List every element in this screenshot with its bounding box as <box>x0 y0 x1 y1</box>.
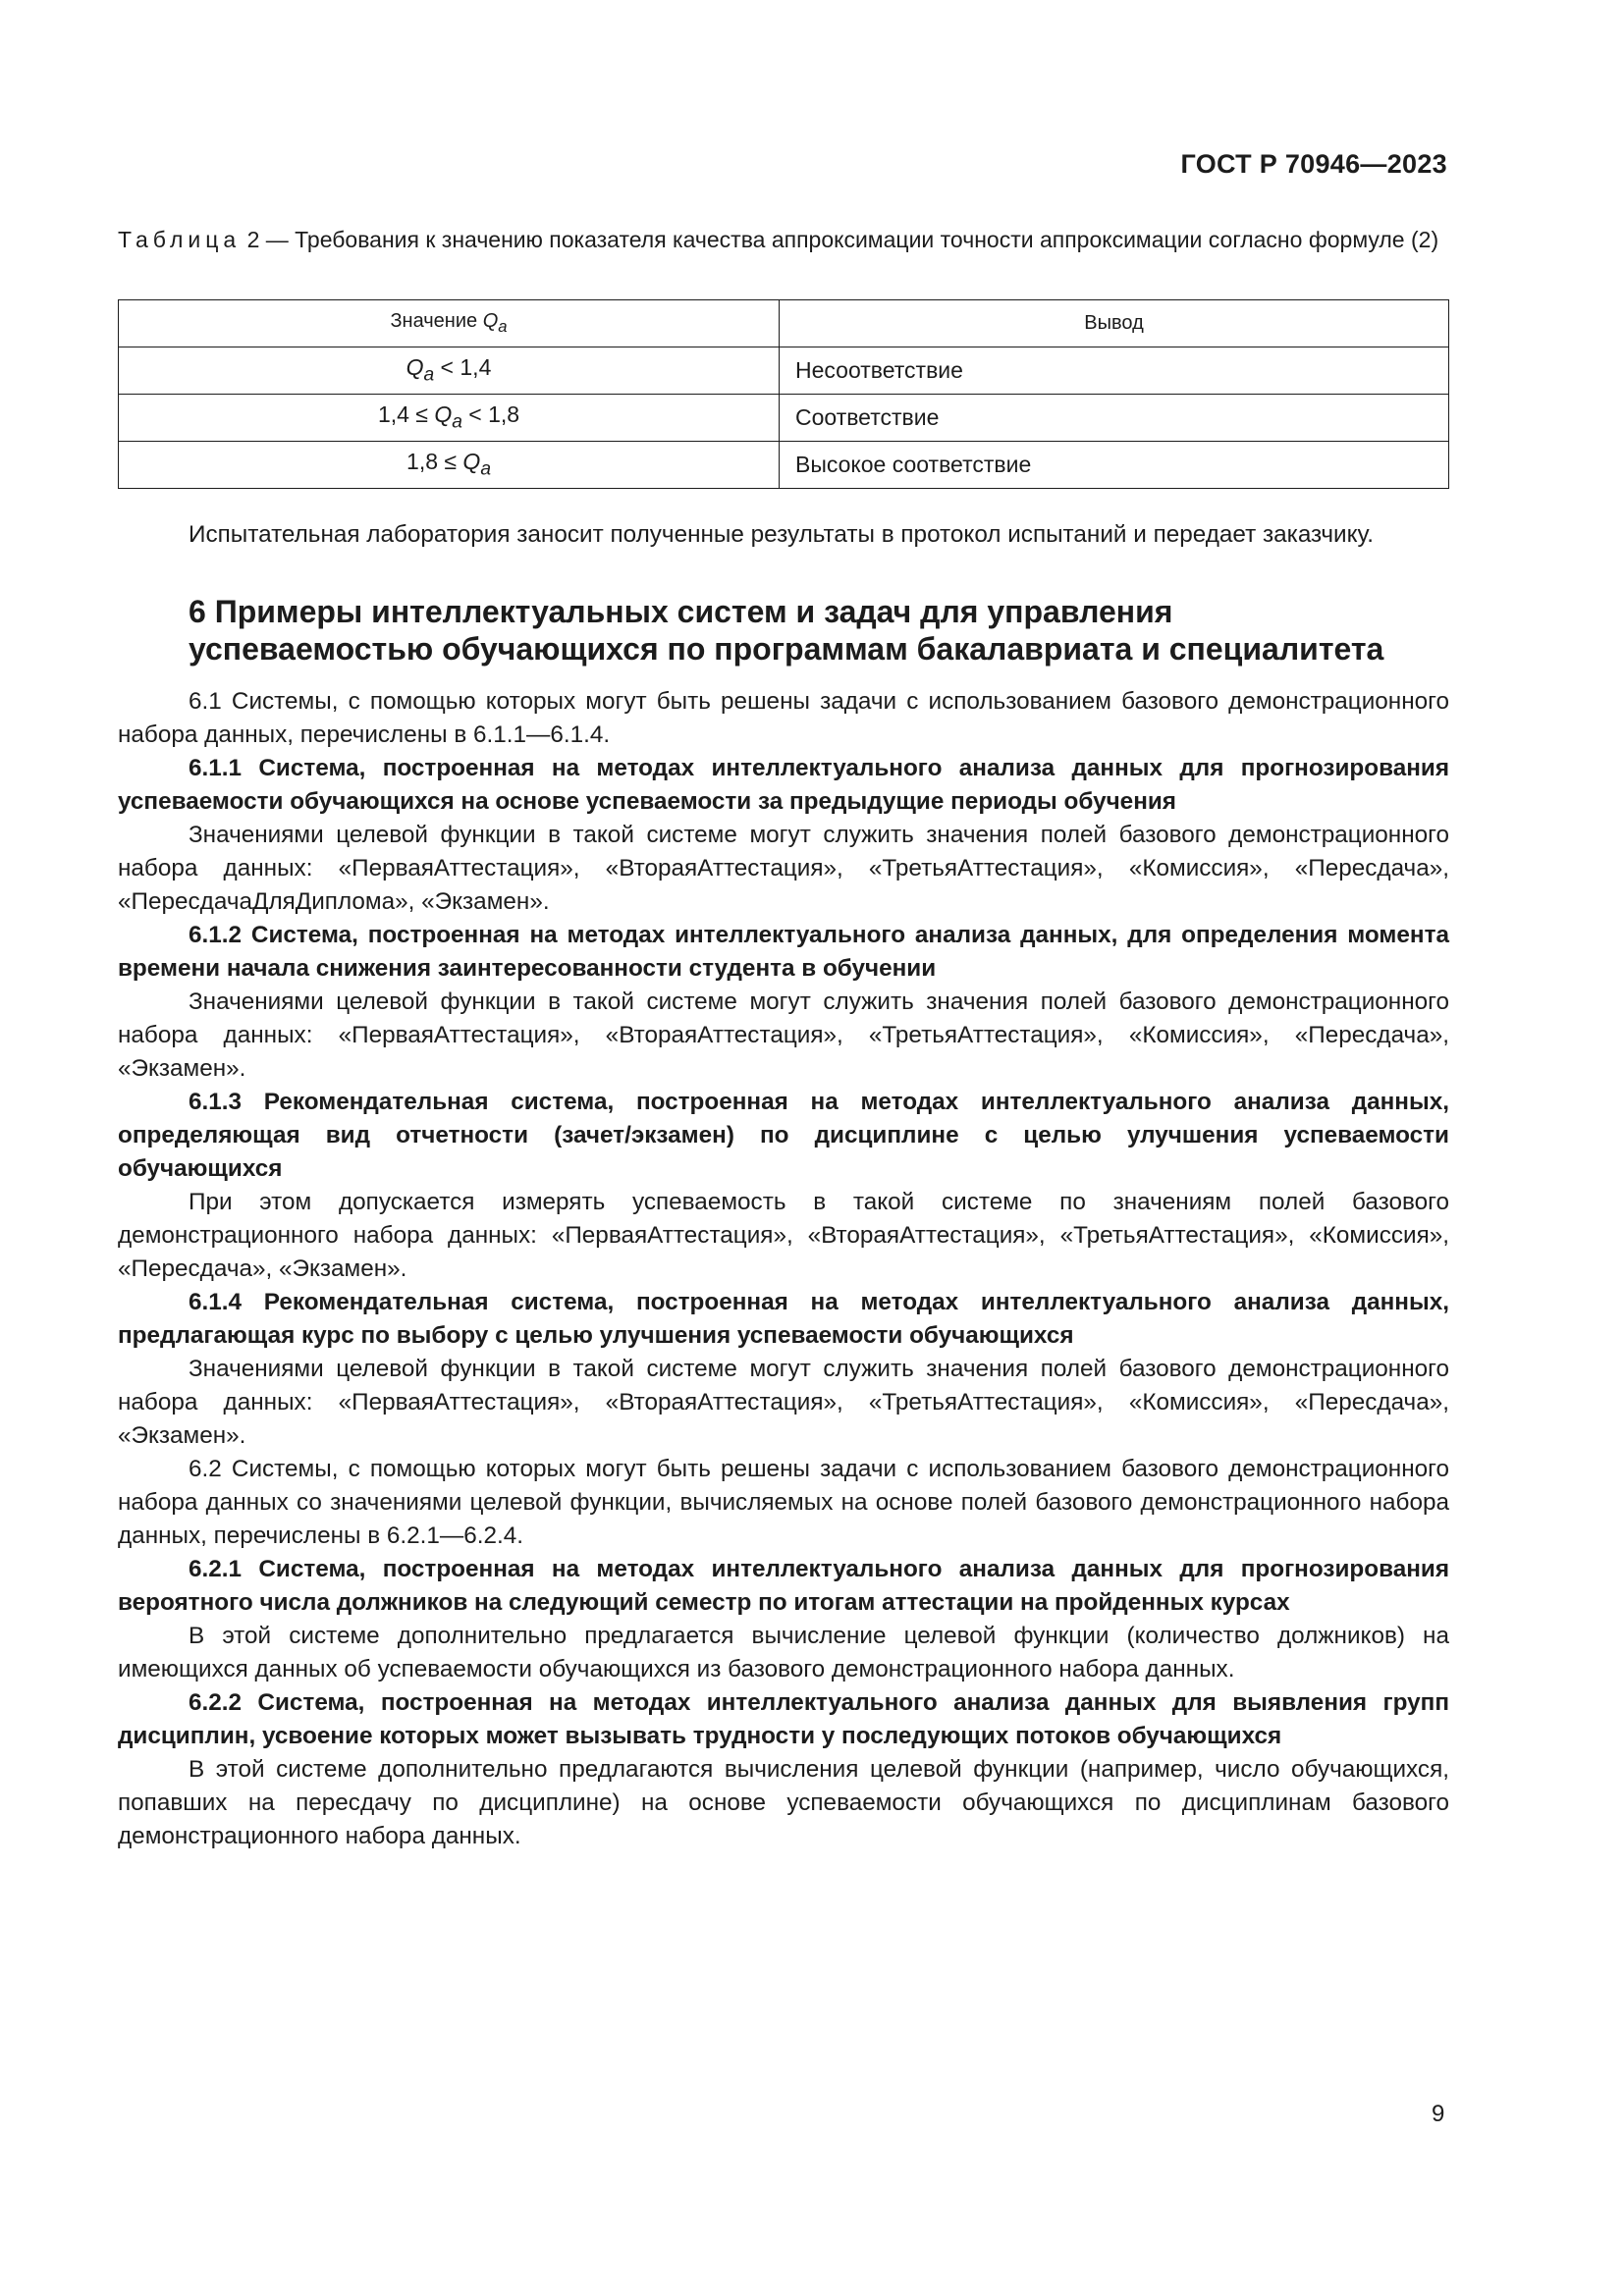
table-header-row <box>119 300 1449 347</box>
heading-6-1-1: 6.1.1 Система, построенная на методах интеллектуального анализа данных для прогнозирования успеваемости обучающихся на основе успеваемости за предыдущие периоды обучения <box>118 755 1449 815</box>
table-header-output: Вывод <box>780 300 1449 347</box>
document-id-header: ГОСТ Р 70946—2023 <box>1180 149 1447 179</box>
paragraph-6-1: 6.1 Системы, с помощью которых могут быть решены задачи с использованием базового демонстрационного набора данных, перечислены в 6.1.1—6.1.4. <box>118 688 1449 748</box>
table-cell-value: $Q_a < 1,4$ <box>119 347 780 395</box>
document-body <box>118 518 1449 1853</box>
table-caption-text: 2 — Требования к значению показателя качества аппроксимации точности аппроксимации согласно формуле (2) <box>241 227 1439 252</box>
heading-6-1-4: 6.1.4 Рекомендательная система, построенная на методах интеллектуального анализа данных, предлагающая курс по выбору с целью улучшения успеваемости обучающихся <box>118 1289 1449 1349</box>
paragraph-6-1-3: При этом допускается измерять успеваемость в такой системе по значениям полей базового демонстрационного набора данных: «ПерваяАттестация», «ВтораяАттестация», «ТретьяАттестация», «Комиссия», «Пересдача», «Экзамен». <box>118 1189 1449 1282</box>
paragraph-6-2-2: В этой системе дополнительно предлагаются вычисления целевой функции (например, число обучающихся, попавших на пересдачу по дисциплине) на основе успеваемости обучающихся по дисциплинам базового демонстрационного набора данных. <box>118 1756 1449 1849</box>
page-number: 9 <box>1432 2101 1445 2127</box>
table-row <box>119 395 1449 442</box>
paragraph-6-1-4: Значениями целевой функции в такой системе могут служить значения полей базового демонстрационного набора данных: «ПерваяАттестация», «ВтораяАттестация», «ТретьяАттестация», «Комиссия», «Пересдача», «Экзамен». <box>118 1356 1449 1449</box>
paragraph-6-2: 6.2 Системы, с помощью которых могут быть решены задачи с использованием базового демонстрационного набора данных со значениями целевой функции, вычисляемых на основе полей базового демонстрационного набора данных, перечислены в 6.2.1—6.2.4. <box>118 1456 1449 1549</box>
table-caption <box>118 225 1449 255</box>
paragraph-6-1-1: Значениями целевой функции в такой системе могут служить значения полей базового демонстрационного набора данных: «ПерваяАттестация», «ВтораяАттестация», «ТретьяАттестация», «Комиссия», «Пересдача», «ПересдачаДляДиплома», «Экзамен». <box>118 822 1449 915</box>
paragraph-6-1-2: Значениями целевой функции в такой системе могут служить значения полей базового демонстрационного набора данных: «ПерваяАттестация», «ВтораяАттестация», «ТретьяАттестация», «Комиссия», «Пересдача», «Экзамен». <box>118 988 1449 1082</box>
table-cell-value: $1,4 \le Q_a < 1,8$ <box>119 395 780 442</box>
heading-6-1-3: 6.1.3 Рекомендательная система, построенная на методах интеллектуального анализа данных, определяющая вид отчетности (зачет/экзамен) по дисциплине с целью улучшения успеваемости обучающихся <box>118 1089 1449 1182</box>
heading-6-1-2: 6.1.2 Система, построенная на методах интеллектуального анализа данных, для определения момента времени начала снижения заинтересованности студента в обучении <box>118 922 1449 982</box>
table-cell-output: Высокое соответствие <box>780 442 1449 489</box>
table-row <box>119 442 1449 489</box>
heading-6-2-1: 6.2.1 Система, построенная на методах интеллектуального анализа данных для прогнозирования вероятного числа должников на следующий семестр по итогам аттестации на пройденных курсах <box>118 1556 1449 1616</box>
paragraph-6-2-1: В этой системе дополнительно предлагается вычисление целевой функции (количество должников) на имеющихся данных об успеваемости обучающихся из базового демонстрационного набора данных. <box>118 1623 1449 1682</box>
table-cell-output: Несоответствие <box>780 347 1449 395</box>
heading-6-2-2: 6.2.2 Система, построенная на методах интеллектуального анализа данных для выявления групп дисциплин, усвоение которых может вызывать трудности у последующих потоков обучающихся <box>118 1689 1449 1749</box>
paragraph-lab-results: Испытательная лаборатория заносит полученные результаты в протокол испытаний и передает заказчику. <box>189 521 1374 548</box>
table-caption-lead: Таблица <box>118 227 242 252</box>
table-row <box>119 347 1449 395</box>
table-cell-output: Соответствие <box>780 395 1449 442</box>
requirements-table <box>118 299 1449 489</box>
table-header-value: Значение $Q_a$ <box>119 300 780 347</box>
section-6-title: 6 Примеры интеллектуальных систем и задач для управления успеваемостью обучающихся по программам бакалавриата и специалитета <box>189 594 1384 667</box>
table-cell-value: $1,8 \le Q_a$ <box>119 442 780 489</box>
